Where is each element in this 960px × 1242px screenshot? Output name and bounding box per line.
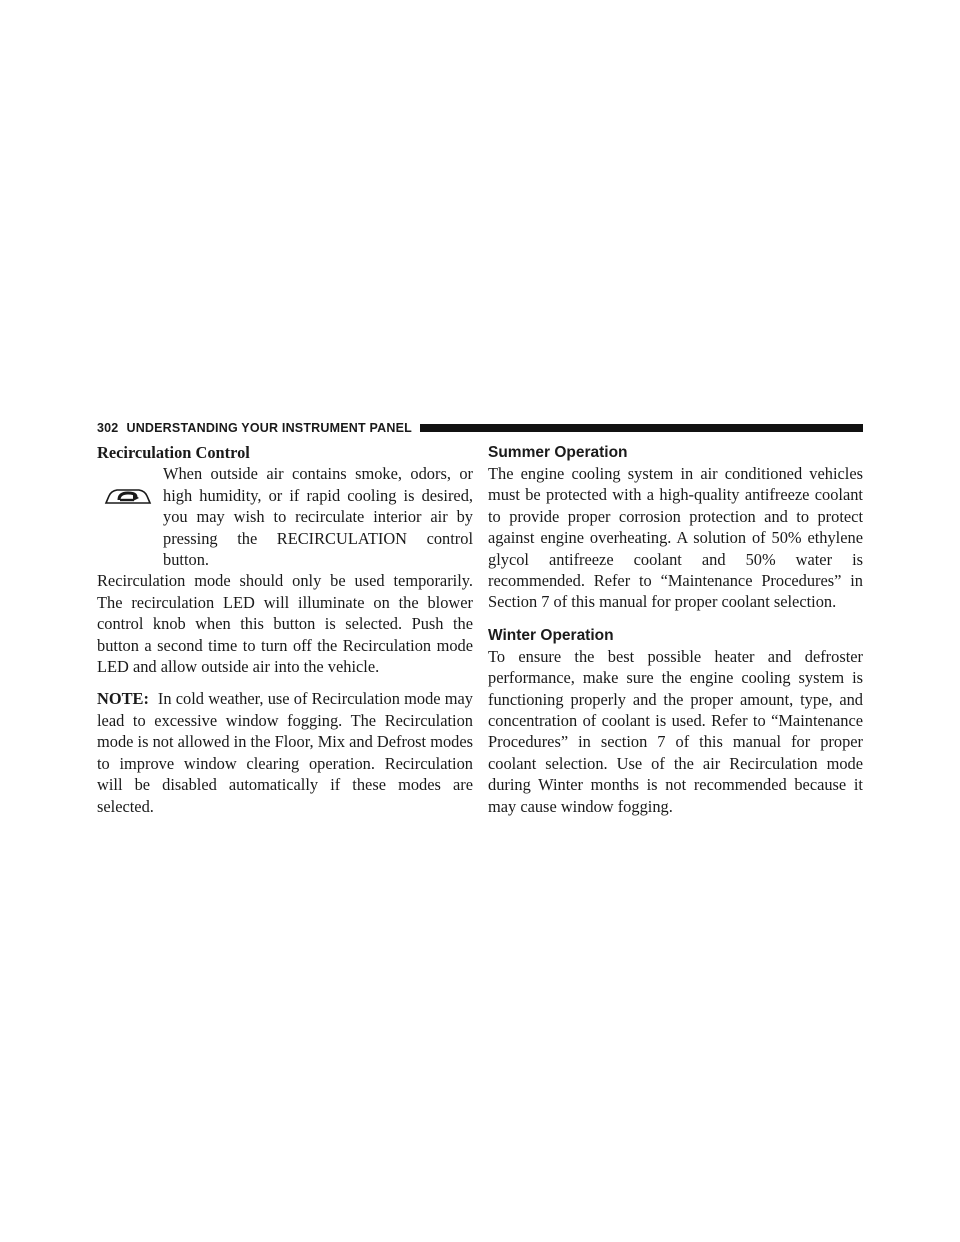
page-header <box>97 420 863 436</box>
summer-operation-text: The engine cooling system in air conditioned vehicles must be protected with a high-quality antifreeze coolant to provide proper corrosion protection and to protect against engine overheating. A solution of 50% ethylene glycol antifreeze coolant and 50% water is recommended. Refer to “Maintenance Procedures” in Section 7 of this manual for proper coolant selection. <box>488 464 863 612</box>
winter-operation-heading: Winter Operation <box>488 626 614 644</box>
note-paragraph <box>97 688 473 816</box>
summer-operation-heading: Summer Operation <box>488 444 628 461</box>
page-number: 302 <box>97 421 119 435</box>
section-title: UNDERSTANDING YOUR INSTRUMENT PANEL <box>126 421 412 435</box>
header-rule <box>420 424 863 432</box>
left-column <box>97 442 473 817</box>
recirculation-icon <box>103 481 153 511</box>
note-label: NOTE: <box>97 689 149 709</box>
recirculation-intro-text: When outside air contains smoke, odors, or high humidity, or if rapid cooling is desired, you may wish to recirculate interior air by pressing the RECIRCULATION control button. <box>163 464 473 570</box>
note-text: In cold weather, use of Recirculation mode may lead to excessive window fogging. The Recirculation mode is not allowed in the Floor, Mix and Defrost modes to improve window clearing operation. Recirculation will be disabled automatically if these modes are selected. <box>97 689 473 816</box>
winter-operation-text: To ensure the best possible heater and defroster performance, make sure the engine cooling system is functioning properly and the proper amount, type, and concentration of coolant is used. Refer to “Maintenance Procedures” in section 7 of this manual for proper coolant selection. Use of the air Recirculation mode during Winter months is not recommended because it may cause window fogging. <box>488 646 863 816</box>
recirculation-paragraph: Recirculation mode should only be used temporarily. The recirculation LED will illuminate on the blower control knob when this button is selected. Push the button a second time to turn off the Recirculation mode LED and allow outside air into the vehicle. <box>97 571 473 677</box>
recirculation-intro <box>97 463 473 570</box>
right-column <box>488 442 863 817</box>
recirculation-heading: Recirculation Control <box>97 443 250 462</box>
